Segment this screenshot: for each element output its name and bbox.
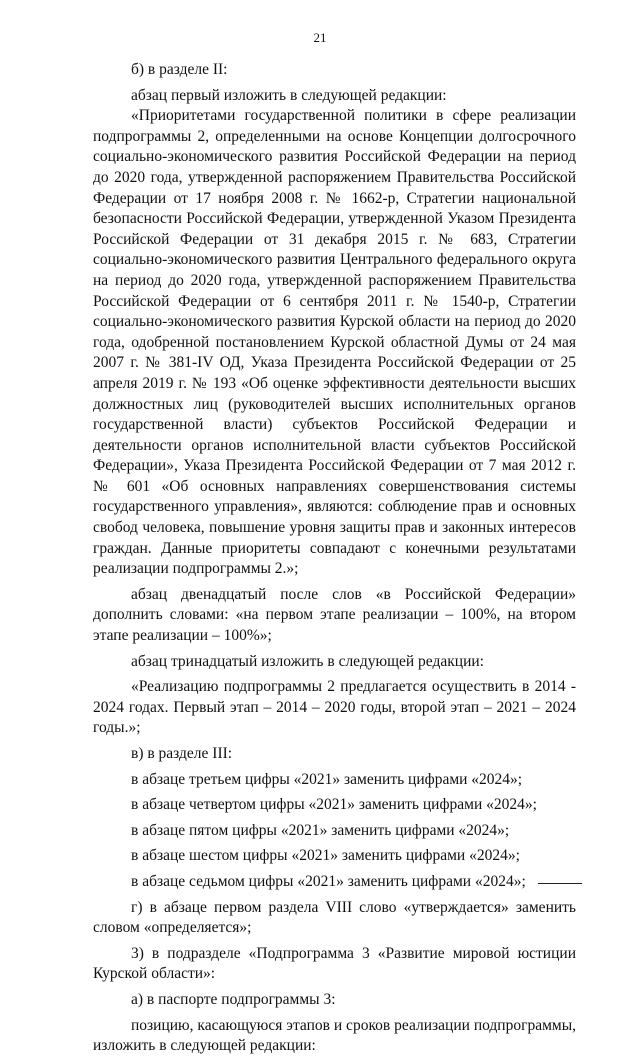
paragraph-section-8: г) в абзаце первом раздела VIII слово «утверждается» заменить словом «определяется»; bbox=[93, 898, 576, 937]
paragraph-subprogram-3-heading: 3) в подразделе «Подпрограмма 3 «Развитие мировой юстиции Курской области»: bbox=[93, 944, 576, 983]
paragraph-section-3-heading: в) в разделе III: bbox=[131, 745, 233, 762]
paragraph-seventh-abzac: в абзаце седьмом цифры «2021» заменить цифрами «2024»; bbox=[131, 872, 526, 890]
paragraph-priorities-text: «Приоритетами государственной политики в сфере реализации подпрограммы 2, определенными на основе Концепции долгосрочного социально-экономического развития Российской Федерации на период до 2020 года, утвержденной распоряжением Правительства Российской Федерации от 17 ноября 2008 г. № 1662-р, Стратегии национальной безопасности Российской Федерации, утвержденной Указом Президента Российской Федерации от 31 декабря 2015 г. № 683, Стратегии социально-экономического развития Центрального федерального округа на период до 2020 года, утвержденной распоряжением Правительства Российской Федерации от 6 сентября 2011 г. № 1540-р, Стратегии социально-экономического развития Курской области на период до 2020 года, одобренной постановлением Курской областной Думы от 24 мая 2007 г. № 381-IV ОД, Указа Президента Российской Федерации от 25 апреля 2019 г. № 193 «Об оценке эффективности деятельности высших должностных лиц (руководителей высших исполнительных органов государственной власти) субъектов Российской Федерации и деятельности органов исполнительной власти субъектов Российской Федерации», Указа Президента Российской Федерации от 7 мая 2012 г. № 601 «Об основных направлениях совершенствования системы государственного управления», являются: соблюдение прав и основных свобод человека, повышение уровня защиты прав и законных интересов граждан. Данные приоритеты совпадают с конечными результатами реализации подпрограммы 2.»; bbox=[93, 107, 576, 578]
paragraph-passport-heading: а) в паспорте подпрограммы 3: bbox=[131, 990, 336, 1008]
paragraph-twelfth-abzac: абзац двенадцатый после слов «в Российской Федерации» дополнить словами: «на первом этапе реализации – 100%, на втором этапе реализации – 100%»; bbox=[93, 585, 576, 645]
footer-rule bbox=[538, 883, 582, 884]
paragraph-sixth-abzac: в абзаце шестом цифры «2021» заменить цифрами «2024»; bbox=[131, 847, 520, 865]
page-number: 21 bbox=[313, 30, 327, 45]
paragraph-section-2-heading: б) в разделе II: bbox=[131, 61, 228, 78]
document-body bbox=[93, 60, 576, 1057]
paragraph-fifth-abzac: в абзаце пятом цифры «2021» заменить цифрами «2024»; bbox=[131, 821, 510, 839]
paragraph-thirteenth-abzac-instruction: абзац тринадцатый изложить в следующей редакции: bbox=[131, 652, 484, 670]
paragraph-implementation-period: «Реализацию подпрограммы 2 предлагается осуществить в 2014 - 2024 годах. Первый этап – 2014 – 2020 годы, второй этап – 2021 – 2024 годы.»; bbox=[93, 678, 576, 737]
paragraph-fourth-abzac: в абзаце четвертом цифры «2021» заменить цифрами «2024»; bbox=[131, 796, 537, 814]
paragraph-third-abzac: в абзаце третьем цифры «2021» заменить цифрами «2024»; bbox=[131, 770, 523, 788]
paragraph-stages-position: позицию, касающуюся этапов и сроков реализации подпрограммы, изложить в следующей редакции: bbox=[93, 1016, 576, 1055]
paragraph-first-abzac-instruction: абзац первый изложить в следующей редакции: bbox=[131, 86, 447, 104]
